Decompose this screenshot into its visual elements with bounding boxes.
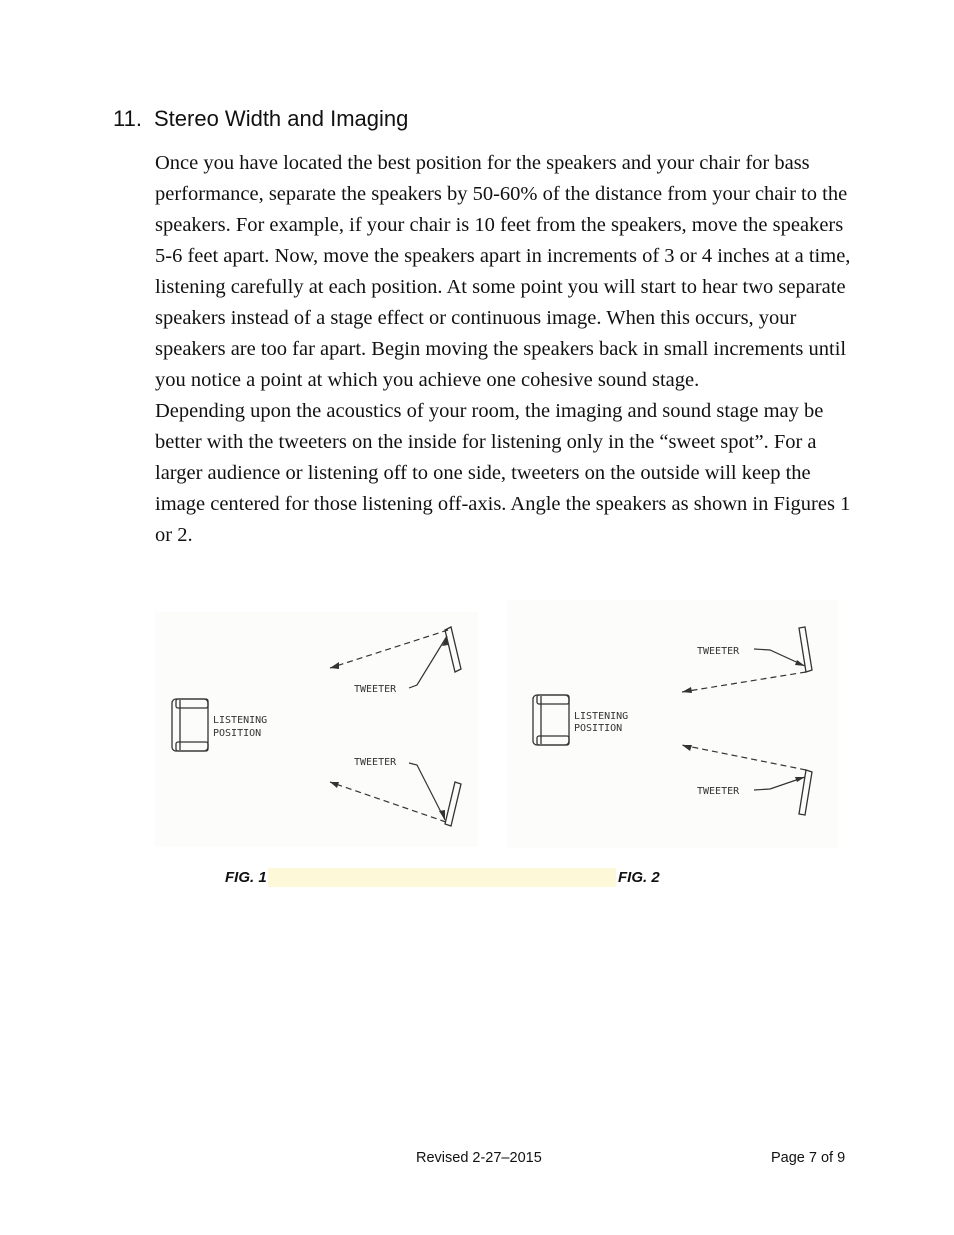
speaker-bottom-icon bbox=[445, 782, 461, 826]
tweeter-label-bottom: TWEETER bbox=[354, 757, 397, 768]
chair-icon bbox=[172, 699, 208, 751]
sound-line-top bbox=[682, 672, 806, 692]
position-label: POSITION bbox=[213, 728, 262, 739]
figure-1-caption: FIG. 1 bbox=[225, 869, 267, 886]
section-heading bbox=[113, 106, 408, 132]
section-number: 11. bbox=[113, 106, 142, 131]
leader-arrow-top bbox=[442, 636, 448, 646]
position-label: POSITION bbox=[574, 723, 623, 734]
figure-2-svg bbox=[507, 600, 838, 848]
arrowhead-top bbox=[682, 687, 692, 693]
body-text bbox=[155, 148, 855, 551]
speaker-top-icon bbox=[445, 627, 461, 672]
figure-1-diagram bbox=[155, 612, 478, 847]
figure-2-diagram bbox=[507, 600, 838, 848]
arrowhead-top bbox=[330, 662, 339, 669]
tweeter-leader-top bbox=[409, 636, 447, 688]
leader-arrow-bottom bbox=[439, 810, 445, 820]
speaker-bottom-icon bbox=[799, 770, 812, 815]
arrowhead-bottom bbox=[330, 782, 339, 788]
section-title: Stereo Width and Imaging bbox=[154, 106, 409, 131]
chair-icon bbox=[533, 695, 569, 745]
tweeter-label-top: TWEETER bbox=[697, 646, 740, 657]
sound-line-bottom bbox=[682, 745, 806, 770]
figure-1-svg bbox=[155, 612, 478, 847]
footer-revised: Revised 2-27–2015 bbox=[416, 1150, 542, 1166]
leader-arrow-bottom bbox=[795, 777, 805, 782]
paragraph-placement: Once you have located the best position for the speakers and your chair for bass performance, separate the speakers by 50-60% of the distance from your chair to the speakers. For example, if your chair is 10 feet from the speakers, move the speakers 5-6 feet apart. Now, move the speakers apart in increments of 3 or 4 inches at a time, listening carefully at each position. At some point you will start to hear two separate speakers instead of a stage effect or continuous image. When this occurs, your speakers are too far apart. Begin moving the speakers back in small increments until you notice a point at which you achieve one cohesive sound stage. bbox=[155, 152, 851, 391]
caption-highlight bbox=[268, 868, 616, 887]
tweeter-label-top: TWEETER bbox=[354, 684, 397, 695]
listening-label: LISTENING bbox=[213, 715, 268, 726]
listening-label: LISTENING bbox=[574, 711, 629, 722]
tweeter-label-bottom: TWEETER bbox=[697, 786, 740, 797]
leader-arrow-top bbox=[795, 660, 805, 666]
paragraph-tweeter-orientation: Depending upon the acoustics of your room, the imaging and sound stage may be better with the tweeters on the inside for listening only in the “sweet spot”. For a larger audience or listening off to one side, tweeters on the outside will keep the image centered for those listening off-axis. Angle the speakers as shown in Figures 1 or 2. bbox=[155, 400, 851, 546]
arrowhead-bottom bbox=[682, 745, 692, 751]
footer-page-number: Page 7 of 9 bbox=[771, 1150, 846, 1166]
figure-2-caption: FIG. 2 bbox=[618, 869, 660, 886]
